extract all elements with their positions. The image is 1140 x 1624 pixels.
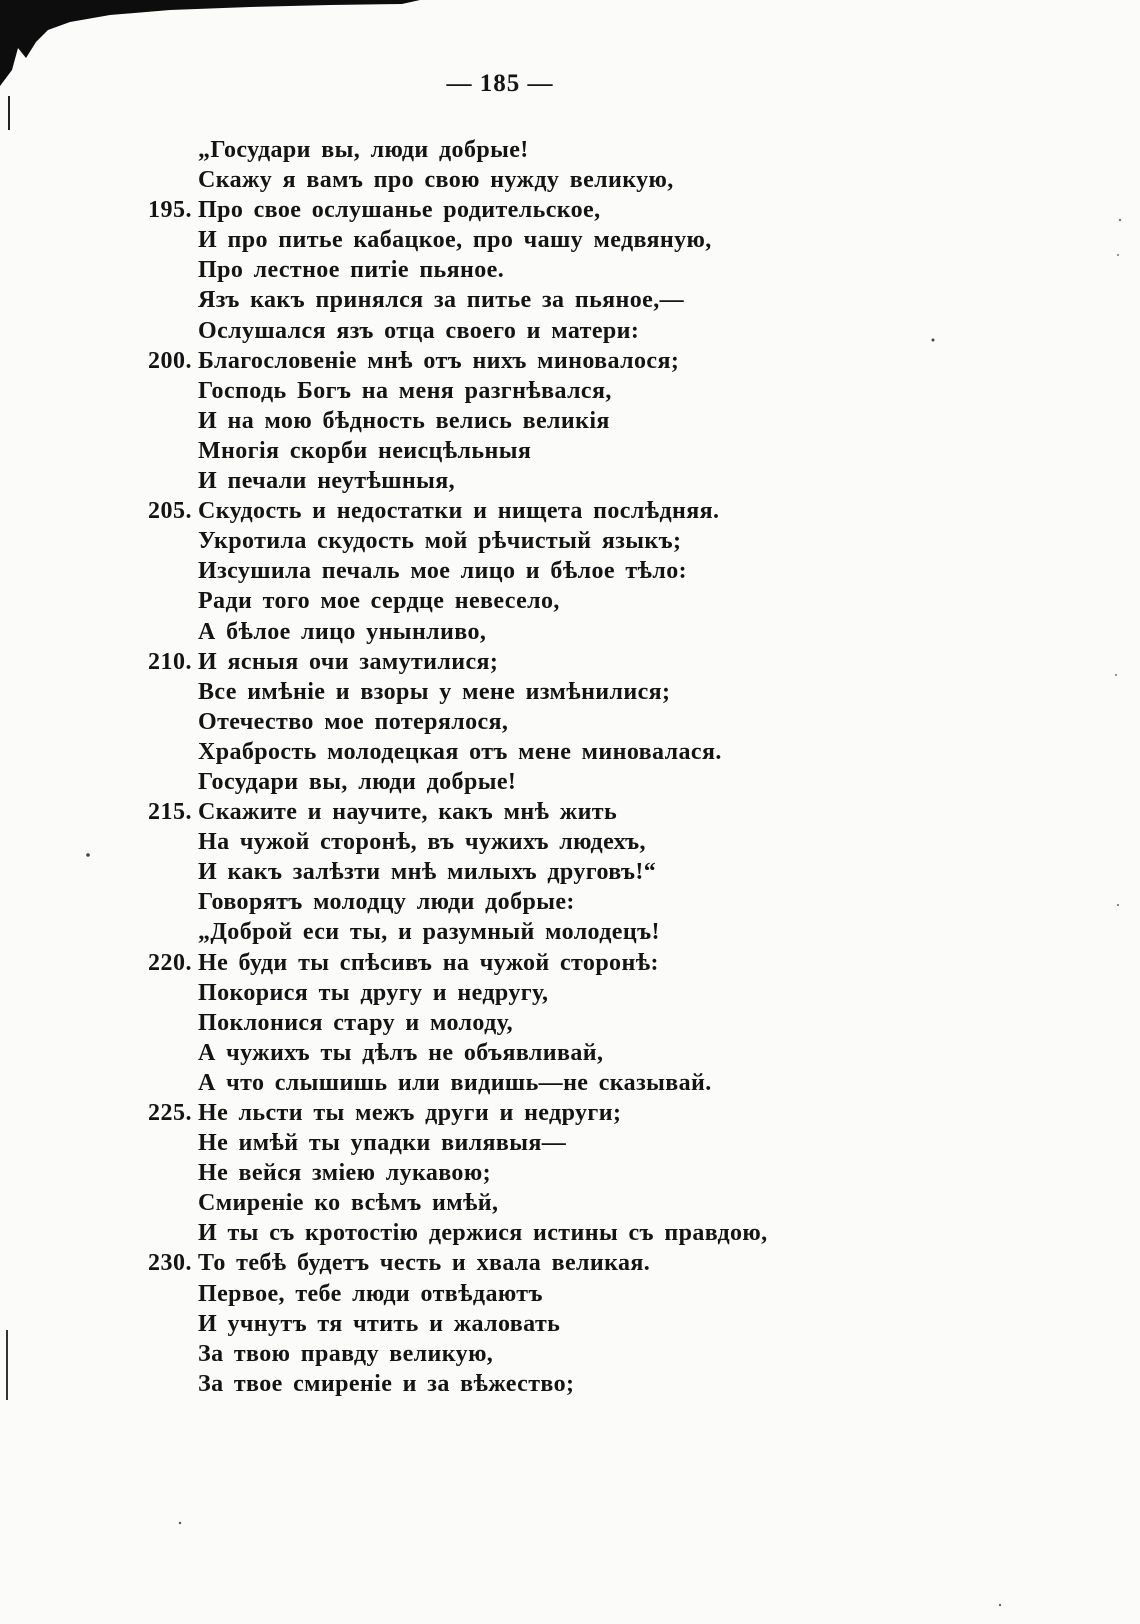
line-text: Язъ какъ принялся за питье за пьяное,— (198, 287, 685, 314)
line-text: Первое, тебе люди отвѣдаютъ (198, 1280, 543, 1307)
verse-line (198, 707, 768, 737)
line-text: Говорятъ молодцу люди добрые: (198, 889, 575, 916)
line-text: Многія скорби неисцѣльныя (198, 437, 532, 464)
line-text: И на мою бѣдность велись великія (198, 407, 610, 434)
line-number: 215. (148, 799, 192, 826)
verse-line (148, 647, 768, 677)
line-text: И ясныя очи замутилися; (198, 648, 499, 675)
verse-line (198, 1218, 768, 1248)
verse-line (198, 586, 768, 616)
verse-line (198, 1188, 768, 1218)
scan-speck (999, 1604, 1001, 1606)
line-text: Ослушался язъ отца своего и матери: (198, 317, 640, 344)
line-text: И печали неутѣшныя, (198, 468, 456, 495)
line-text: Ради того мое сердце невесело, (198, 588, 560, 615)
verse-line (198, 887, 768, 917)
verse-line (198, 255, 768, 285)
line-text: На чужой сторонѣ, въ чужихъ людехъ, (198, 829, 646, 856)
verse-line (198, 677, 768, 707)
line-text: „Доброй еси ты, и разумный молодецъ! (198, 919, 660, 946)
verse-line (198, 376, 768, 406)
verse-line (198, 1128, 768, 1158)
verse-line (198, 617, 768, 647)
scan-speck (1117, 254, 1119, 256)
verse-line (198, 1068, 768, 1098)
line-text: Изсушила печаль мое лицо и бѣлое тѣло: (198, 558, 687, 585)
line-text: Все имѣніе и взоры у мене измѣнилися; (198, 678, 671, 705)
verse-line (148, 346, 768, 376)
verse-line (198, 1158, 768, 1188)
line-text: Не льсти ты межъ други и недруги; (198, 1100, 622, 1126)
verse-line (198, 466, 768, 496)
line-text: Храбрость молодецкая отъ мене миновалася. (198, 738, 722, 765)
verse-line (148, 797, 768, 827)
line-text: Благословеніе мнѣ отъ нихъ миновалося; (198, 347, 680, 374)
verse-body (148, 135, 768, 1399)
scan-speck (932, 339, 935, 342)
line-text: И ты съ кротостію держися истины съ правдою, (198, 1220, 768, 1247)
verse-line (148, 1098, 768, 1128)
line-text: Не буди ты спѣсивъ на чужой сторонѣ: (198, 949, 659, 976)
line-text: За твою правду великую, (198, 1340, 494, 1367)
line-text: Поклонися стару и молоду, (198, 1009, 514, 1036)
verse-line (198, 857, 768, 887)
line-number: 195. (148, 197, 192, 224)
verse-line (198, 225, 768, 255)
line-text: Скудость и недостатки и нищета послѣдняя. (198, 498, 720, 525)
line-text: То тебѣ будетъ честь и хвала великая. (198, 1250, 651, 1277)
scan-speck (1119, 219, 1121, 221)
line-text: Смиреніе ко всѣмъ имѣй, (198, 1190, 499, 1217)
verse-line (148, 195, 768, 225)
scan-edge-mark (8, 96, 10, 130)
verse-line (148, 496, 768, 526)
verse-line (198, 978, 768, 1008)
scan-edge-mark (6, 1330, 8, 1400)
scan-speck (179, 1522, 181, 1524)
line-text: Не имѣй ты упадки вилявыя— (198, 1130, 567, 1157)
line-text: Укротила скудость мой рѣчистый языкъ; (198, 528, 682, 555)
verse-line (198, 737, 768, 767)
line-text: „Государи вы, люди добрые! (198, 137, 529, 163)
verse-line (198, 1309, 768, 1339)
verse-line (148, 1248, 768, 1278)
line-text: Отечество мое потерялося, (198, 708, 509, 735)
line-number: 225. (148, 1100, 192, 1126)
line-text: А что слышишь или видишь—не сказывай. (198, 1069, 712, 1096)
line-text: Покорися ты другу и недругу, (198, 979, 549, 1006)
line-text: За твое смиреніе и за вѣжество; (198, 1370, 575, 1397)
verse-line (198, 1369, 768, 1399)
line-text: Про лестное питіе пьяное. (198, 257, 505, 284)
verse-line (198, 406, 768, 436)
line-number: 205. (148, 498, 192, 525)
verse-line (198, 316, 768, 346)
verse-line (198, 1038, 768, 1068)
line-number: 220. (148, 949, 192, 976)
line-number: 210. (148, 648, 192, 675)
line-text: Государи вы, люди добрые! (198, 768, 517, 795)
line-text: А чужихъ ты дѣлъ не объявливай, (198, 1039, 604, 1066)
line-text: И какъ залѣзти мнѣ милыхъ друговъ!“ (198, 859, 657, 886)
verse-line (198, 1008, 768, 1038)
line-text: Про свое ослушанье родительское, (198, 197, 601, 224)
verse-line (198, 827, 768, 857)
line-text: Скажу я вамъ про свою нужду великую, (198, 167, 674, 194)
verse-line (198, 767, 768, 797)
verse-line (198, 135, 768, 165)
line-text: Господь Богъ на меня разгнѣвался, (198, 377, 612, 404)
line-text: Скажите и научите, какъ мнѣ жить (198, 799, 618, 826)
line-number: 230. (148, 1250, 192, 1277)
verse-line (198, 1279, 768, 1309)
line-text: И про питье кабацкое, про чашу медвяную, (198, 227, 712, 254)
scan-speck (1115, 674, 1117, 676)
verse-line (198, 556, 768, 586)
verse-line (198, 436, 768, 466)
line-number: 200. (148, 347, 192, 374)
verse-line (198, 917, 768, 947)
verse-line (148, 948, 768, 978)
verse-line (198, 526, 768, 556)
verse-line (198, 1339, 768, 1369)
line-text: Не вейся зміею лукавою; (198, 1160, 491, 1187)
verse-line (198, 165, 768, 195)
page-number: — 185 — (446, 70, 554, 97)
scan-speck (86, 853, 90, 857)
line-text: А бѣлое лицо унынливо, (198, 618, 487, 645)
scan-speck (1117, 904, 1119, 906)
verse-line (198, 285, 768, 315)
line-text: И учнутъ тя чтить и жаловать (198, 1310, 561, 1337)
